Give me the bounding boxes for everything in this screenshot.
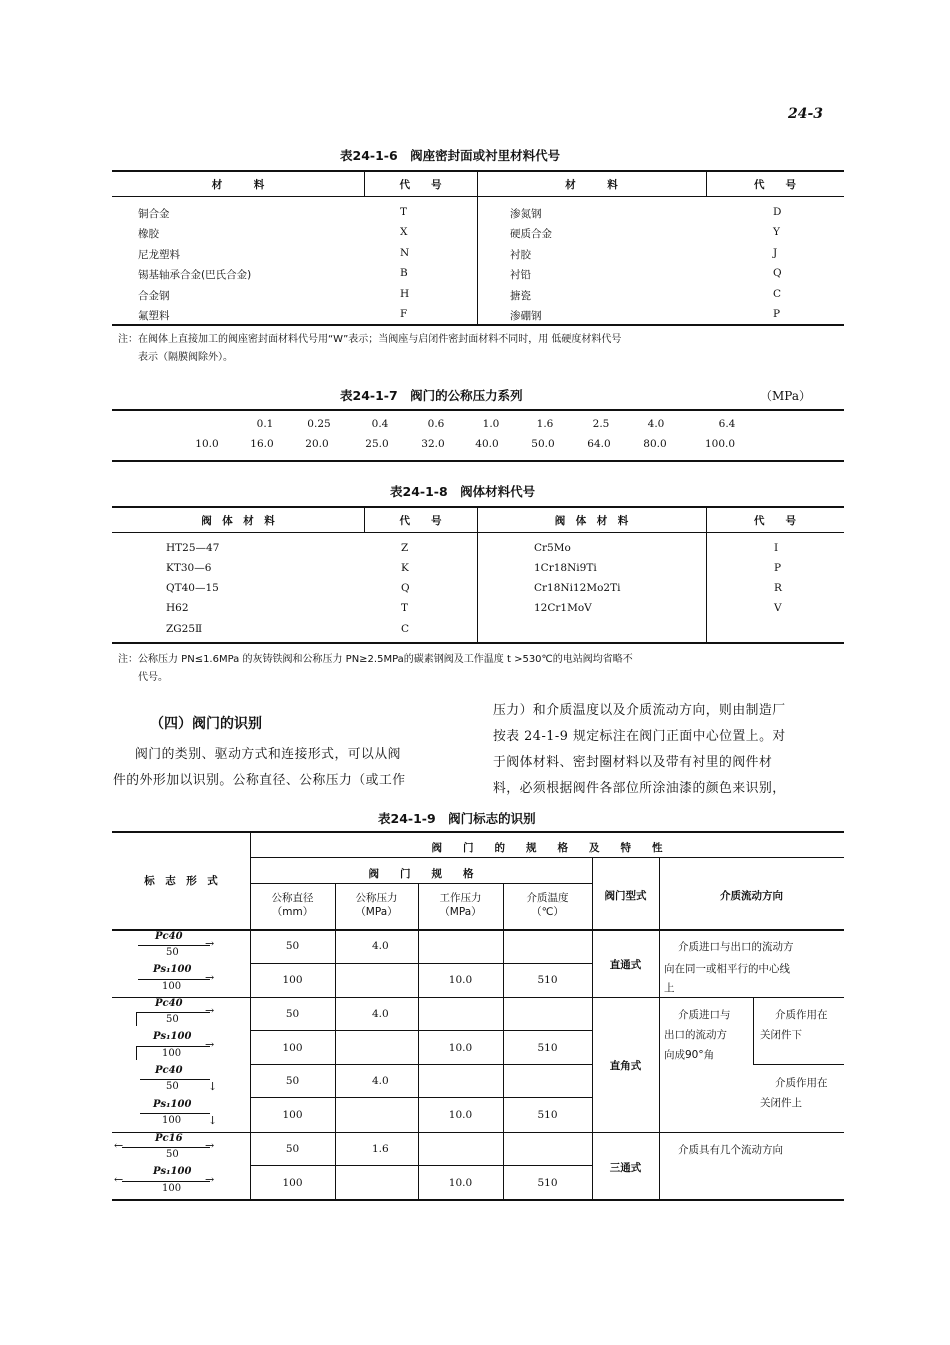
t9-cell: 50 bbox=[285, 1075, 300, 1087]
mark-top: Pc16 bbox=[155, 1133, 183, 1144]
t6-cell: C bbox=[773, 288, 782, 300]
pressure-value: 2.5 bbox=[592, 418, 610, 430]
t6-cell: 铜合金 bbox=[138, 208, 170, 220]
t9-header-dn: 公称直径 （mm） bbox=[271, 892, 314, 918]
t8-cell: 1Cr18Ni9Ti bbox=[534, 562, 597, 574]
body-right-line1: 压力）和介质温度以及介质流动方向，则由制造厂 bbox=[493, 703, 786, 718]
t9-cell: 100 bbox=[282, 974, 303, 986]
t9-cell: 510 bbox=[537, 1177, 558, 1189]
pressure-value: 25.0 bbox=[365, 438, 389, 450]
t6-cell: 渗硼钢 bbox=[510, 310, 542, 322]
pressure-value: 10.0 bbox=[195, 438, 219, 450]
t9-cell: 100 bbox=[282, 1177, 303, 1189]
t9-cell: 4.0 bbox=[372, 1008, 389, 1020]
t6-cell: D bbox=[773, 206, 782, 218]
flow-below-line2: 关闭件下 bbox=[760, 1029, 802, 1041]
pressure-value: 0.6 bbox=[427, 418, 445, 430]
flow-angle-line3: 向成90°角 bbox=[664, 1049, 715, 1061]
pressure-value: 6.4 bbox=[718, 418, 736, 430]
t6-cell: 渗氮钢 bbox=[510, 208, 542, 220]
pressure-value: 40.0 bbox=[475, 438, 499, 450]
t6-cell: Y bbox=[773, 226, 780, 238]
table-24-1-7-unit: （MPa） bbox=[760, 389, 811, 403]
t9-header-spec: 阀 门 规 格 bbox=[368, 868, 474, 880]
arrow-right-icon: → bbox=[205, 937, 215, 950]
t9-cell: 510 bbox=[537, 1109, 558, 1121]
body-left-line1: 阀门的类别、驱动方式和连接形式，可以从阀 bbox=[135, 747, 401, 762]
body-right-line3: 于阀体材料、密封圈材料以及带有衬里的阀件材 bbox=[493, 755, 773, 770]
mark-bottom: 50 bbox=[166, 1081, 179, 1092]
t8-cell: C bbox=[401, 623, 410, 635]
t9-cell: 10.0 bbox=[448, 1109, 473, 1121]
pressure-value: 0.4 bbox=[371, 418, 389, 430]
t8-header-code-2: 代 号 bbox=[754, 515, 796, 527]
t9-cell: 10.0 bbox=[448, 974, 473, 986]
t8-note-line2: 代号。 bbox=[138, 672, 168, 683]
t9-header-top: 阀 门 的 规 格 及 特 性 bbox=[431, 842, 663, 854]
t8-cell: Cr5Mo bbox=[534, 542, 571, 554]
t8-header-material-1: 阀 体 材 料 bbox=[201, 515, 275, 527]
t9-cell: 4.0 bbox=[372, 940, 389, 952]
table-24-1-6-title: 表24-1-6 阀座密封面或衬里材料代号 bbox=[340, 148, 561, 163]
flow-above-line1: 介质作用在 bbox=[775, 1077, 828, 1089]
t9-header-type: 阀门型式 bbox=[604, 890, 647, 902]
arrow-left-icon: ← bbox=[114, 1173, 124, 1186]
t9-cell: 510 bbox=[537, 1042, 558, 1054]
arrow-right-icon: → bbox=[205, 1004, 215, 1017]
flow-angle-line2: 出口的流动方 bbox=[664, 1029, 727, 1041]
type-tee: 三通式 bbox=[609, 1162, 642, 1174]
pressure-value: 50.0 bbox=[531, 438, 555, 450]
t6-cell: 橡胶 bbox=[138, 228, 159, 240]
flow-tee: 介质具有几个流动方向 bbox=[678, 1144, 783, 1156]
t6-cell: T bbox=[400, 206, 408, 218]
t9-cell: 10.0 bbox=[448, 1042, 473, 1054]
t6-cell: 合金钢 bbox=[138, 290, 170, 302]
mark-bottom: 100 bbox=[162, 981, 182, 992]
t8-cell: K bbox=[401, 562, 409, 574]
mark-bottom: 100 bbox=[162, 1048, 182, 1059]
t9-cell: 50 bbox=[285, 1008, 300, 1020]
arrow-right-icon: → bbox=[205, 1139, 215, 1152]
mark-top: Ps₁100 bbox=[153, 964, 192, 975]
t8-cell: Z bbox=[401, 542, 409, 554]
mark-bottom: 100 bbox=[162, 1183, 182, 1194]
mark-top: Ps₁100 bbox=[153, 1166, 192, 1177]
t6-note-line2: 表示（隔膜阀除外）。 bbox=[138, 352, 233, 363]
mark-bottom: 50 bbox=[166, 1014, 179, 1025]
t6-cell: 尼龙塑料 bbox=[138, 249, 180, 261]
t9-cell: 4.0 bbox=[372, 1075, 389, 1087]
t6-cell: J bbox=[773, 247, 778, 259]
t6-cell: 硬质合金 bbox=[510, 228, 552, 240]
pressure-value: 100.0 bbox=[704, 438, 736, 450]
pressure-value: 4.0 bbox=[647, 418, 665, 430]
t8-cell: V bbox=[774, 602, 782, 614]
flow-straight-line1: 介质进口与出口的流动方 bbox=[678, 941, 794, 953]
mark-bottom: 50 bbox=[166, 947, 179, 958]
t9-cell: 1.6 bbox=[372, 1143, 389, 1155]
arrow-down-icon: ↓ bbox=[208, 1114, 218, 1127]
t9-header-flow: 介质流动方向 bbox=[720, 890, 783, 902]
t8-note-line1: 注：公称压力 PN≤1.6MPa 的灰铸铁阀和公称压力 PN≥2.5MPa的碳素钢阀及工作温度 t >530℃的电站阀均省略不 bbox=[118, 654, 633, 665]
t8-cell: HT25—47 bbox=[166, 542, 220, 554]
t8-cell: I bbox=[774, 542, 779, 554]
flow-straight-line3: 上 bbox=[664, 982, 675, 994]
arrow-down-icon: ↓ bbox=[208, 1080, 218, 1093]
t6-cell: 搪瓷 bbox=[510, 290, 531, 302]
table-24-1-8-title: 表24-1-8 阀体材料代号 bbox=[390, 484, 536, 499]
arrow-left-icon: ← bbox=[114, 1139, 124, 1152]
t8-header-code-1: 代 号 bbox=[399, 515, 442, 527]
mark-top: Pc40 bbox=[155, 931, 183, 942]
flow-below-line1: 介质作用在 bbox=[775, 1009, 828, 1021]
t9-header-wp: 工作压力 （MPa） bbox=[439, 892, 482, 918]
t6-note-line1: 注：在阀体上直接加工的阀座密封面材料代号用“W”表示；当阀座与启闭件密封面材料不同时，用 低硬度材料代号 bbox=[118, 334, 622, 345]
t6-cell: P bbox=[773, 308, 781, 320]
table-24-1-7-title: 表24-1-7 阀门的公称压力系列 bbox=[340, 388, 523, 403]
mark-top: Ps₁100 bbox=[153, 1099, 192, 1110]
t6-header-material-1: 材 料 bbox=[211, 179, 265, 191]
t6-cell: 衬铅 bbox=[510, 269, 531, 281]
t9-cell: 50 bbox=[285, 1143, 300, 1155]
t6-cell: N bbox=[400, 247, 410, 259]
mark-top: Ps₁100 bbox=[153, 1031, 192, 1042]
t9-header-temp: 介质温度 （℃） bbox=[526, 892, 569, 918]
t6-cell: F bbox=[400, 308, 408, 320]
flow-straight-line2: 向在同一或相平行的中心线 bbox=[664, 963, 790, 975]
t8-header-material-2: 阀 体 材 料 bbox=[554, 515, 629, 527]
pressure-value: 1.0 bbox=[482, 418, 500, 430]
mark-bottom: 50 bbox=[166, 1149, 179, 1160]
pressure-value: 16.0 bbox=[250, 438, 274, 450]
flow-angle-line1: 介质进口与 bbox=[678, 1009, 731, 1021]
t9-cell: 10.0 bbox=[448, 1177, 473, 1189]
pressure-value: 0.1 bbox=[256, 418, 274, 430]
t8-cell: Cr18Ni12Mo2Ti bbox=[534, 582, 621, 594]
t8-cell: ZG25Ⅱ bbox=[166, 623, 203, 635]
pressure-value: 80.0 bbox=[643, 438, 667, 450]
section-heading: （四）阀门的识别 bbox=[150, 716, 262, 732]
mark-bottom: 100 bbox=[162, 1115, 182, 1126]
arrow-right-icon: → bbox=[205, 971, 215, 984]
t9-header-mark: 标 志 形 式 bbox=[144, 875, 218, 887]
t8-cell: Q bbox=[401, 582, 410, 594]
t9-cell: 100 bbox=[282, 1109, 303, 1121]
pressure-value: 0.25 bbox=[307, 418, 331, 430]
t6-cell: Q bbox=[773, 267, 782, 279]
t6-header-material-2: 材 料 bbox=[565, 179, 618, 191]
t6-cell: 衬胶 bbox=[510, 249, 531, 261]
page-number: 24-3 bbox=[788, 106, 824, 122]
t9-cell: 100 bbox=[282, 1042, 303, 1054]
arrow-right-icon: → bbox=[205, 1038, 215, 1051]
t6-cell: H bbox=[400, 288, 410, 300]
pressure-value: 64.0 bbox=[587, 438, 611, 450]
t8-cell: KT30—6 bbox=[166, 562, 212, 574]
body-right-line2: 按表 24-1-9 规定标注在阀门正面中心位置上。对 bbox=[493, 729, 786, 744]
arrow-right-icon: → bbox=[205, 1173, 215, 1186]
t8-cell: R bbox=[774, 582, 782, 594]
t6-cell: B bbox=[400, 267, 408, 279]
t8-cell: P bbox=[774, 562, 782, 574]
pressure-value: 20.0 bbox=[305, 438, 329, 450]
body-left-line2: 件的外形加以识别。公称直径、公称压力（或工作 bbox=[113, 773, 406, 788]
type-straight: 直通式 bbox=[609, 959, 642, 971]
mark-top: Pc40 bbox=[155, 1065, 183, 1076]
t6-cell: 氟塑料 bbox=[138, 310, 170, 322]
t8-cell: T bbox=[401, 602, 409, 614]
t8-cell: 12Cr1MoV bbox=[534, 602, 592, 614]
table-24-1-9-title: 表24-1-9 阀门标志的识别 bbox=[378, 811, 536, 826]
t8-cell: H62 bbox=[166, 602, 189, 614]
body-right-line4: 料，必须根据阀件各部位所涂油漆的颜色来识别， bbox=[493, 781, 786, 796]
pressure-value: 1.6 bbox=[536, 418, 554, 430]
mark-top: Pc40 bbox=[155, 998, 183, 1009]
pressure-value: 32.0 bbox=[421, 438, 445, 450]
flow-above-line2: 关闭件上 bbox=[760, 1097, 802, 1109]
t9-cell: 510 bbox=[537, 974, 558, 986]
t6-cell: 锡基轴承合金(巴氏合金) bbox=[138, 269, 252, 281]
t9-cell: 50 bbox=[285, 940, 300, 952]
t9-header-pn: 公称压力 （MPa） bbox=[355, 892, 398, 918]
t8-cell: QT40—15 bbox=[166, 582, 219, 594]
type-angle: 直角式 bbox=[609, 1060, 642, 1072]
t6-header-code-2: 代 号 bbox=[754, 179, 796, 191]
t6-header-code-1: 代 号 bbox=[399, 179, 442, 191]
t6-cell: X bbox=[400, 226, 408, 238]
